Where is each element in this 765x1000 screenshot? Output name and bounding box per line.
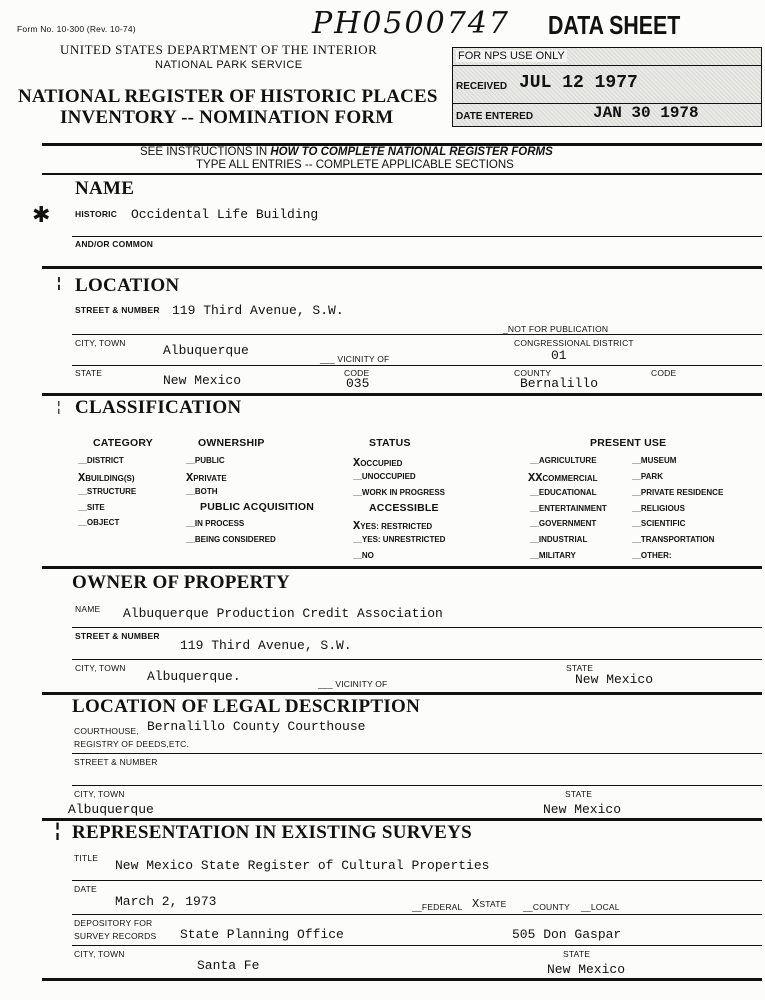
- accessible-header: ACCESSIBLE: [369, 502, 439, 514]
- depository-label-line2: SURVEY RECORDS: [74, 931, 157, 941]
- checkbox-district[interactable]: __DISTRICT: [78, 456, 124, 465]
- county-code-label: CODE: [651, 368, 677, 378]
- checkbox-museum[interactable]: __MUSEUM: [632, 456, 677, 465]
- checkbox-park[interactable]: __PARK: [632, 472, 663, 481]
- service-name: NATIONAL PARK SERVICE: [155, 59, 303, 71]
- section-marker: ¦: [55, 820, 61, 840]
- ownership-header: OWNERSHIP: [198, 437, 265, 449]
- code-label: CODE: [344, 368, 370, 378]
- congressional-district-label: CONGRESSIONAL DISTRICT: [514, 338, 634, 348]
- section-name-heading: NAME: [75, 178, 135, 199]
- depository-label-line1: DEPOSITORY FOR: [74, 918, 153, 928]
- checkbox-private-residence[interactable]: __PRIVATE RESIDENCE: [632, 488, 724, 497]
- common-name-label: AND/OR COMMON: [75, 239, 154, 249]
- state-label: STATE: [75, 368, 103, 378]
- checkbox-buildings[interactable]: XBUILDING(S): [78, 471, 135, 485]
- checkbox-other[interactable]: __OTHER:: [632, 551, 672, 560]
- checkbox-entertainment[interactable]: __ENTERTAINMENT: [530, 504, 607, 513]
- checkbox-scientific[interactable]: __SCIENTIFIC: [632, 519, 686, 528]
- owner-state-label: STATE: [566, 663, 594, 673]
- vicinity-label[interactable]: ___ VICINITY OF: [320, 354, 390, 364]
- street-field[interactable]: 119 Third Avenue, S.W.: [172, 303, 344, 318]
- depository-field[interactable]: State Planning Office: [180, 927, 344, 942]
- section-surveys-heading: REPRESENTATION IN EXISTING SURVEYS: [72, 822, 473, 843]
- owner-vicinity-label[interactable]: ___ VICINITY OF: [318, 679, 388, 689]
- street-label: STREET & NUMBER: [75, 305, 160, 315]
- checkbox-work-in-progress[interactable]: __WORK IN PROGRESS: [353, 488, 446, 497]
- instructions-line1: SEE INSTRUCTIONS IN HOW TO COMPLETE NATIONAL REGISTER FORMS: [140, 146, 553, 158]
- survey-city-label: CITY, TOWN: [74, 949, 125, 959]
- state-field[interactable]: New Mexico: [163, 373, 242, 388]
- survey-date-label: DATE: [74, 884, 97, 894]
- city-label: CITY, TOWN: [75, 338, 126, 348]
- registry-label: REGISTRY OF DEEDS,ETC.: [74, 739, 190, 749]
- survey-title-field[interactable]: New Mexico State Register of Cultural Properties: [115, 858, 490, 873]
- checkbox-transportation[interactable]: __TRANSPORTATION: [632, 535, 715, 544]
- public-acquisition-header: PUBLIC ACQUISITION: [200, 501, 315, 513]
- legal-street-label: STREET & NUMBER: [74, 757, 158, 767]
- checkbox-government[interactable]: __GOVERNMENT: [530, 519, 597, 528]
- data-sheet-label: DATA SHEET: [548, 10, 681, 40]
- divider: [42, 173, 762, 175]
- county-label: COUNTY: [514, 368, 552, 378]
- owner-city-label: CITY, TOWN: [75, 663, 126, 673]
- owner-name-field[interactable]: Albuquerque Production Credit Association: [123, 606, 443, 621]
- present-use-header: PRESENT USE: [590, 437, 667, 449]
- survey-date-field[interactable]: March 2, 1973: [115, 894, 217, 909]
- courthouse-label: COURTHOUSE,: [74, 726, 139, 736]
- survey-title-label: TITLE: [74, 853, 99, 863]
- checkbox-yes-restricted[interactable]: XYES: RESTRICTED: [353, 519, 433, 533]
- status-header: STATUS: [369, 437, 411, 449]
- checkbox-in-process[interactable]: __IN PROCESS: [186, 519, 245, 528]
- historic-label: HISTORIC: [75, 209, 118, 219]
- form-title-line1: NATIONAL REGISTER OF HISTORIC PLACES: [18, 86, 438, 107]
- received-label: RECEIVED: [456, 81, 508, 92]
- handwritten-id: PH0500747: [312, 6, 510, 41]
- legal-state-label: STATE: [565, 789, 593, 799]
- city-field[interactable]: Albuquerque: [163, 343, 249, 358]
- checkbox-federal[interactable]: __FEDERAL: [412, 902, 463, 912]
- section-legal-heading: LOCATION OF LEGAL DESCRIPTION: [72, 696, 421, 717]
- checkbox-county[interactable]: __COUNTY: [523, 902, 570, 912]
- nps-use-box: [452, 47, 762, 127]
- checkbox-educational[interactable]: __EDUCATIONAL: [530, 488, 597, 497]
- legal-city-label: CITY, TOWN: [74, 789, 125, 799]
- checkbox-object[interactable]: __OBJECT: [78, 518, 120, 527]
- survey-city-field[interactable]: Santa Fe: [197, 958, 260, 973]
- section-classification-heading: CLASSIFICATION: [75, 397, 242, 418]
- legal-state-field[interactable]: New Mexico: [543, 802, 622, 817]
- section-marker: ¦: [57, 274, 61, 290]
- legal-city-field[interactable]: Albuquerque: [68, 802, 154, 817]
- handwritten-asterisk-mark: ✱: [32, 202, 51, 227]
- checkbox-site[interactable]: __SITE: [78, 503, 105, 512]
- checkbox-state[interactable]: XSTATE: [472, 897, 507, 911]
- checkbox-military[interactable]: __MILITARY: [530, 551, 576, 560]
- checkbox-private[interactable]: XPRIVATE: [186, 471, 227, 485]
- entered-label: DATE ENTERED: [456, 111, 534, 122]
- form-number: Form No. 10-300 (Rev. 10-74): [17, 24, 136, 34]
- category-header: CATEGORY: [93, 437, 153, 449]
- owner-street-field[interactable]: 119 Third Avenue, S.W.: [180, 638, 352, 653]
- checkbox-commercial[interactable]: XXCOMMERCIAL: [528, 471, 598, 485]
- checkbox-being-considered[interactable]: __BEING CONSIDERED: [186, 535, 276, 544]
- checkbox-unoccupied[interactable]: __UNOCCUPIED: [353, 472, 416, 481]
- owner-name-label: NAME: [75, 604, 101, 614]
- depository-address-field[interactable]: 505 Don Gaspar: [512, 927, 622, 942]
- not-for-publication[interactable]: _NOT FOR PUBLICATION: [503, 324, 609, 334]
- checkbox-religious[interactable]: __RELIGIOUS: [632, 504, 685, 513]
- department-name: UNITED STATES DEPARTMENT OF THE INTERIOR: [60, 42, 378, 57]
- historic-name-field[interactable]: Occidental Life Building: [131, 207, 319, 222]
- survey-state-field[interactable]: New Mexico: [547, 962, 626, 977]
- owner-street-label: STREET & NUMBER: [75, 631, 160, 641]
- checkbox-agriculture[interactable]: __AGRICULTURE: [530, 456, 597, 465]
- code-field[interactable]: 035: [346, 376, 370, 391]
- checkbox-both[interactable]: __BOTH: [186, 487, 218, 496]
- nps-header: FOR NPS USE ONLY: [458, 50, 565, 62]
- checkbox-structure[interactable]: __STRUCTURE: [78, 487, 137, 496]
- received-stamp: JUL 12 1977: [519, 73, 638, 93]
- checkbox-no[interactable]: __NO: [353, 551, 374, 560]
- checkbox-yes-unrestricted[interactable]: __YES: UNRESTRICTED: [353, 535, 446, 544]
- owner-state-field[interactable]: New Mexico: [575, 672, 654, 687]
- checkbox-public[interactable]: __PUBLIC: [186, 456, 225, 465]
- instructions-line2: TYPE ALL ENTRIES -- COMPLETE APPLICABLE SECTIONS: [196, 159, 514, 171]
- congressional-district-field[interactable]: 01: [551, 348, 567, 363]
- survey-state-label: STATE: [563, 949, 591, 959]
- section-marker: ¦: [57, 398, 61, 414]
- county-field[interactable]: Bernalillo: [520, 376, 599, 391]
- section-owner-heading: OWNER OF PROPERTY: [72, 572, 291, 593]
- form-title-line2: INVENTORY -- NOMINATION FORM: [60, 107, 394, 128]
- section-location-heading: LOCATION: [75, 275, 180, 296]
- checkbox-local[interactable]: __LOCAL: [581, 902, 620, 912]
- courthouse-field[interactable]: Bernalillo County Courthouse: [147, 719, 366, 734]
- owner-city-field[interactable]: Albuquerque.: [147, 669, 241, 684]
- checkbox-industrial[interactable]: __INDUSTRIAL: [530, 535, 588, 544]
- checkbox-occupied[interactable]: XOCCUPIED: [353, 456, 403, 470]
- entered-stamp: JAN 30 1978: [593, 104, 699, 122]
